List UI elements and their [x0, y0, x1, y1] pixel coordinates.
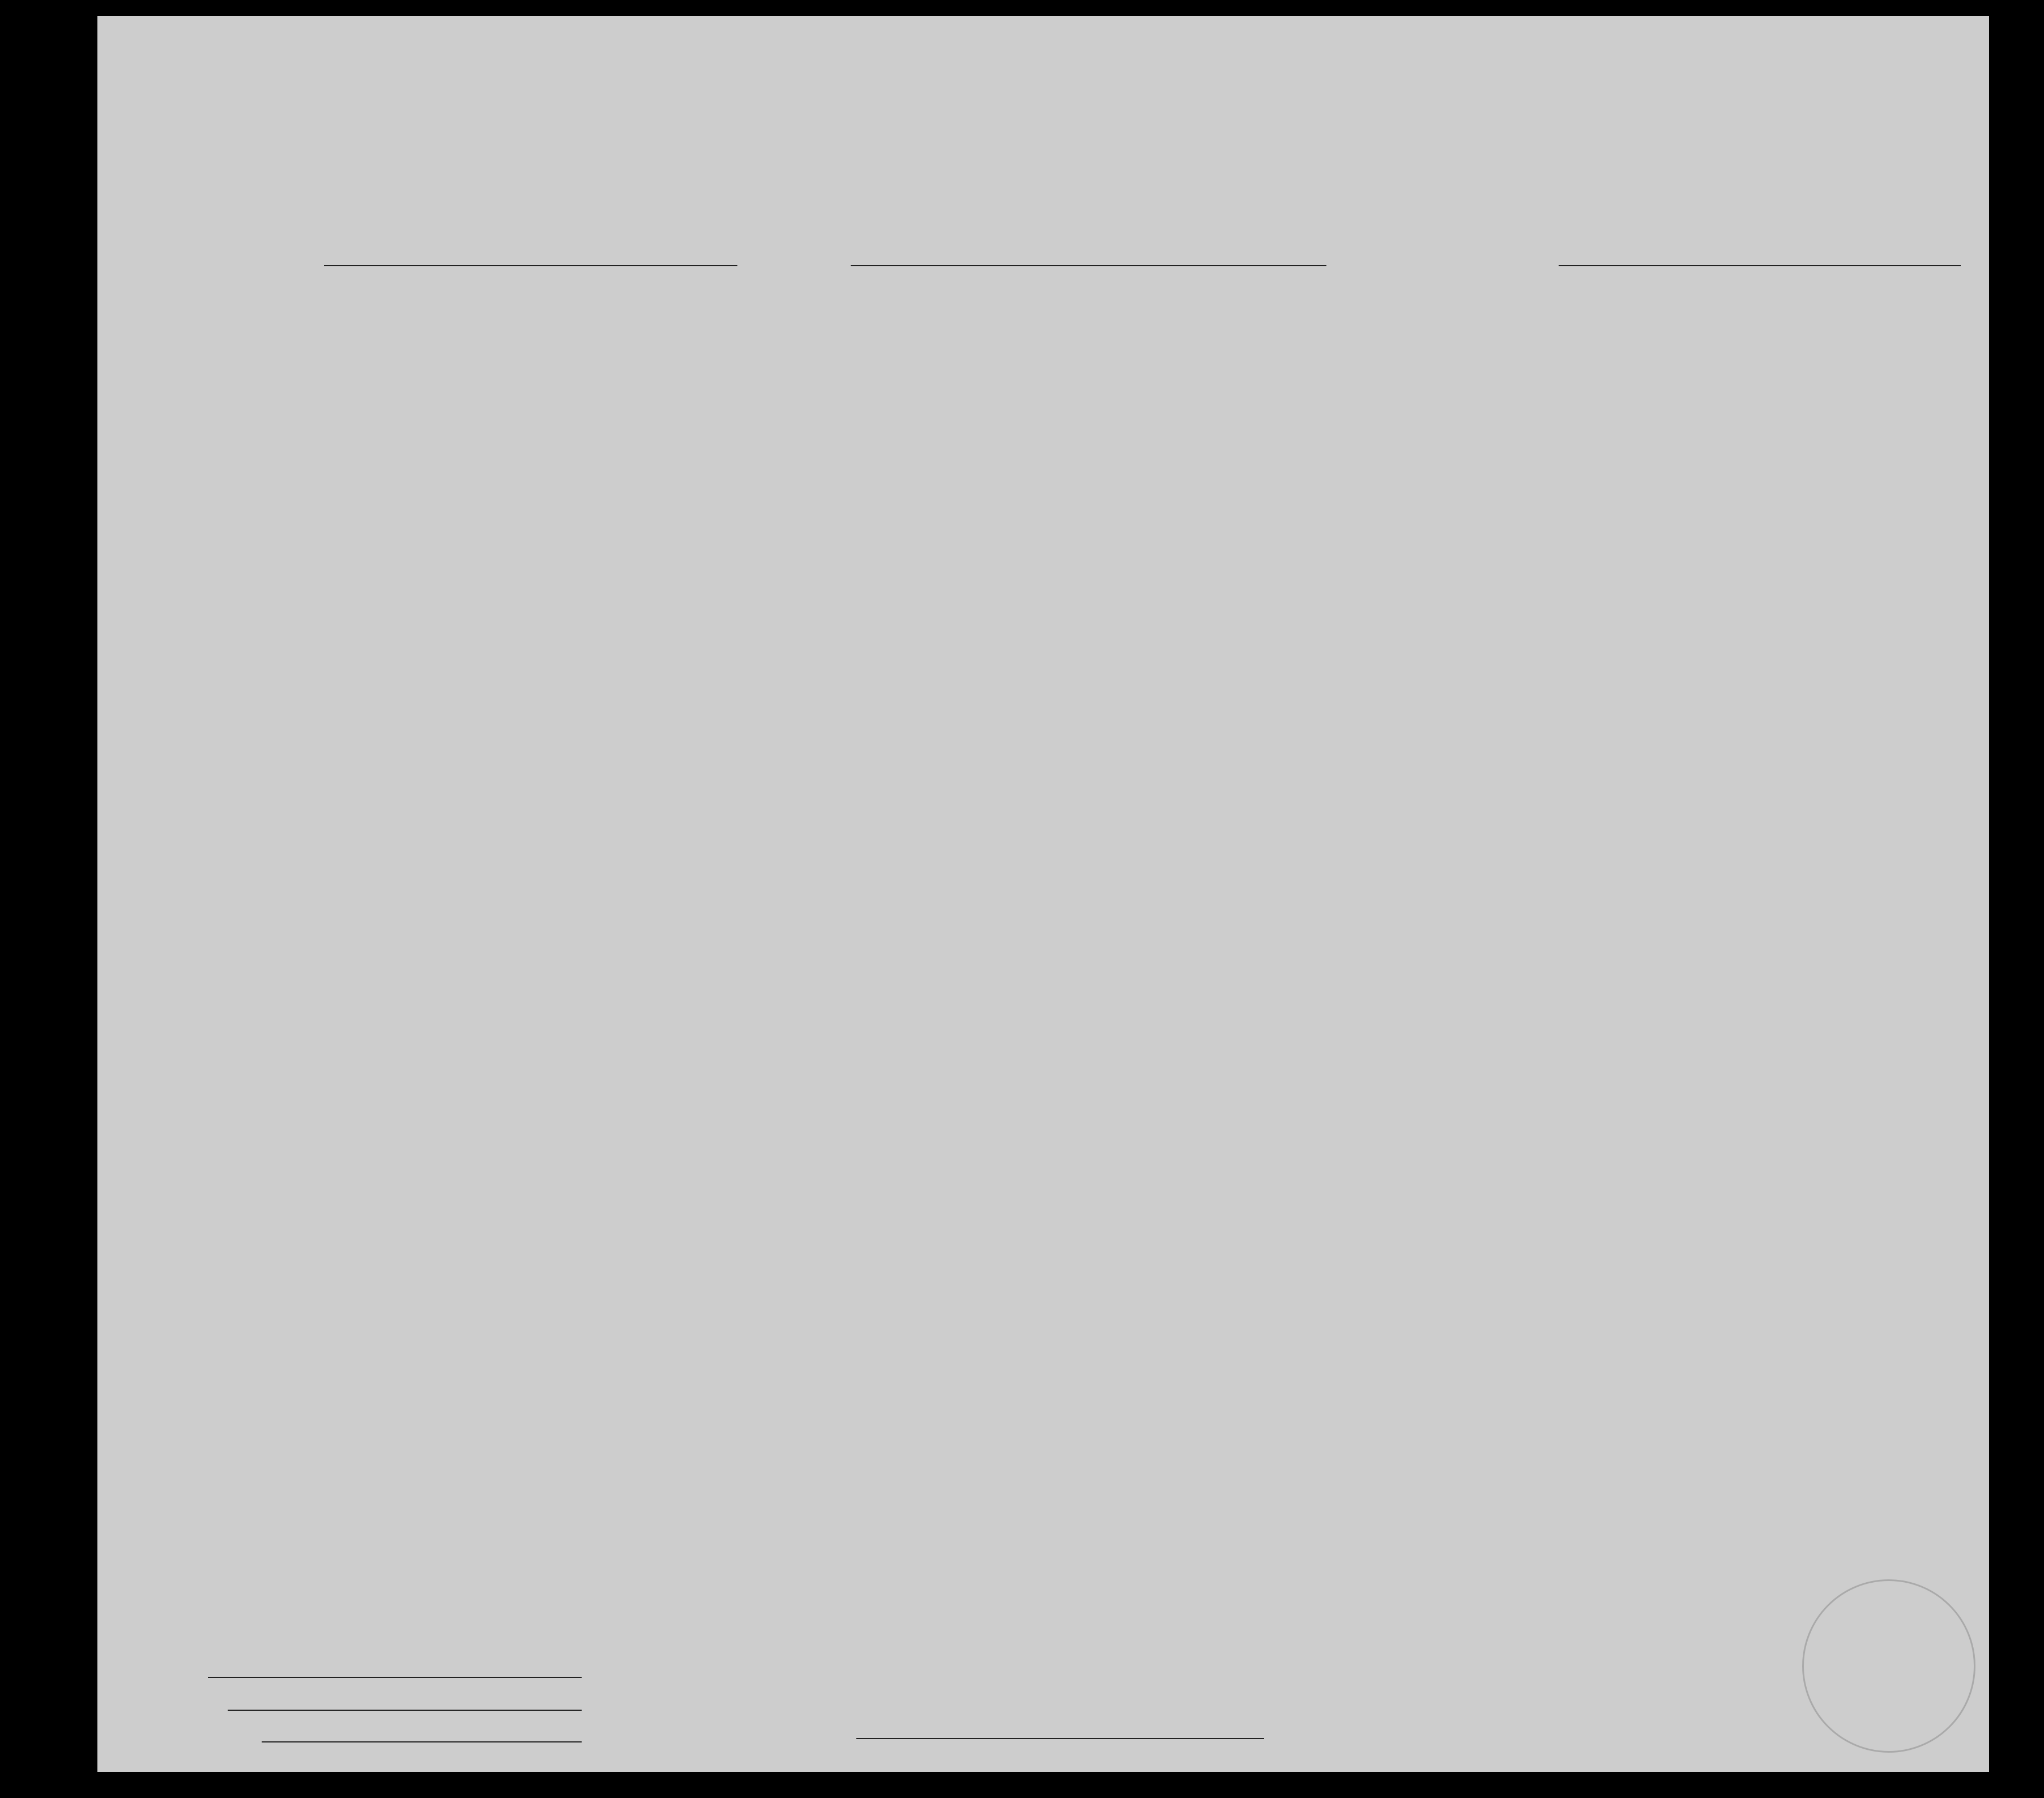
manifest-sheet [97, 16, 1989, 1772]
crew-table [97, 16, 1989, 1772]
inspection-seal [1802, 1579, 1975, 1753]
